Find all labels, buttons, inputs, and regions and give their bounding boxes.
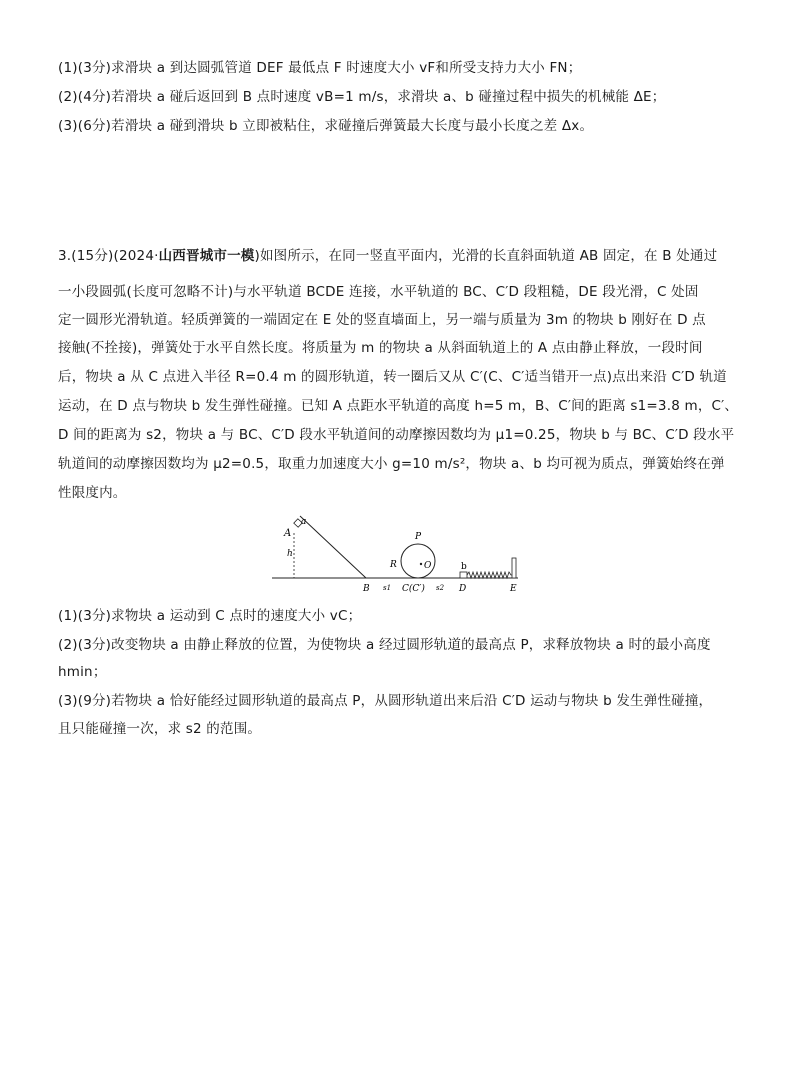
p3-source: 山西晋城市一模 [158,248,255,264]
p3-body-line: D 间的距离为 s2，物块 a 与 BC、C′D 段水平轨道间的动摩擦因数均为 μ1=0.25，物块 b 与 BC、C′D 段水平 [58,427,735,443]
p2-question-3: (3)(6分)若滑块 a 碰到滑块 b 立即被粘住，求碰撞后弹簧最大长度与最小长度之差 Δx。 [58,118,594,134]
label-E: E [510,584,517,594]
label-B: B [363,584,370,594]
label-h: h [287,549,293,559]
label-O: O [424,561,432,571]
label-R: R [390,560,397,570]
label-C: C(C′) [402,584,425,594]
p3-body-line: 一小段圆弧(长度可忽略不计)与水平轨道 BCDE 连接，水平轨道的 BC、C′D 段粗糙，DE 段光滑，C 处固 [58,284,699,300]
p3-question-3: (3)(9分)若物块 a 恰好能经过圆形轨道的最高点 P，从圆形轨道出来后沿 C′D 运动与物块 b 发生弹性碰撞， [58,693,713,709]
p3-body-line: 轨道间的动摩擦因数均为 μ2=0.5，取重力加速度大小 g=10 m/s²，物块 a、b 均可视为质点，弹簧始终在弹 [58,456,725,472]
label-D: D [459,584,467,594]
p3-body-line: 后，物块 a 从 C 点进入半径 R=0.4 m 的圆形轨道，转一圈后又从 C′(C、C′适当错开一点)点出来沿 C′D 轨道 [58,369,727,385]
label-a: a [301,517,307,527]
incline-ab [300,516,366,578]
p2-question-1: (1)(3分)求滑块 a 到达圆弧管道 DEF 最低点 F 时速度大小 vF和所受支持力大小 FN； [58,60,582,76]
label-P: P [415,532,422,542]
p3-body-line: 性限度内。 [58,485,127,501]
label-s2: s2 [436,584,445,592]
p3-body-line: 定一圆形光滑轨道。轻质弹簧的一端固定在 E 处的竖直墙面上，另一端与质量为 3m 的物块 b 刚好在 D 点 [58,312,706,328]
p3-body-line: 运动，在 D 点与物块 b 发生弹性碰撞。已知 A 点距水平轨道的高度 h=5 m，B、C′间的距离 s1=3.8 m，C′、 [58,398,739,414]
p3-body-line: 接触(不拴接)，弹簧处于水平自然长度。将质量为 m 的物块 a 从斜面轨道上的 A 点由静止释放，一段时间 [58,340,703,356]
p3-header [58,246,717,266]
spring [467,572,512,578]
p3-intro: )如图所示，在同一竖直平面内，光滑的长直斜面轨道 AB 固定，在 B 处通过 [254,248,718,264]
p3-question-1: (1)(3分)求物块 a 运动到 C 点时的速度大小 vC； [58,608,362,624]
p3-question-2: (2)(3分)改变物块 a 由静止释放的位置，为使物块 a 经过圆形轨道的最高点 P，求释放物块 a 时的最小高度 [58,637,711,653]
p3-number-score: 3.(15分)(2024· [58,248,159,264]
p3-question-3-cont: 且只能碰撞一次，求 s2 的范围。 [58,721,262,737]
wall-e [512,558,516,578]
block-b [460,572,467,578]
p2-question-2: (2)(4分)若滑块 a 碰后返回到 B 点时速度 vB=1 m/s，求滑块 a、b 碰撞过程中损失的机械能 ΔE； [58,89,666,105]
center-dot [420,563,422,565]
p3-question-2-cont: hmin； [58,664,107,680]
label-b: b [461,562,467,572]
track-diagram [270,512,530,596]
label-A: A [284,528,292,539]
label-s1: s1 [383,584,392,592]
